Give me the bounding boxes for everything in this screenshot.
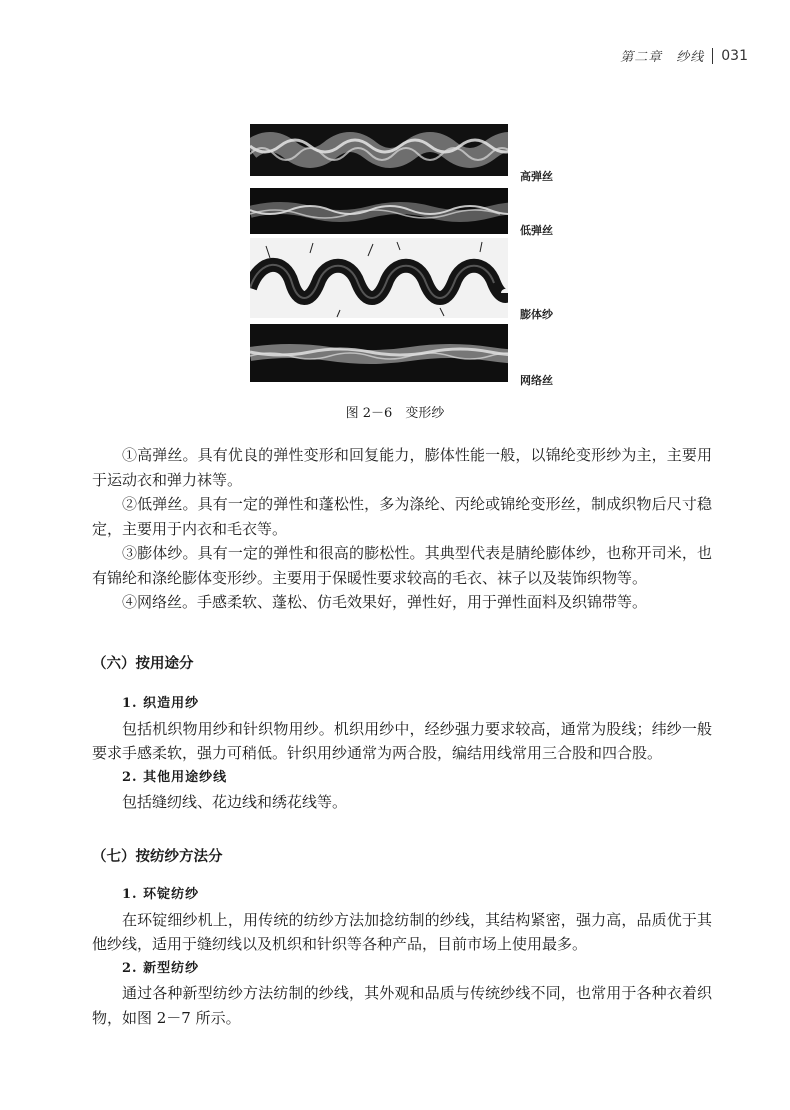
subheading-new-spinning: 2. 新型纺纱	[122, 960, 200, 976]
paragraph-other-use-yarn: 包括缝纫线、花边线和绣花线等。	[122, 793, 348, 811]
figure-textured-yarns	[250, 122, 553, 392]
section-heading-by-use: （六）按用途分	[92, 656, 194, 672]
figure-caption: 图 2－6 变形纱	[345, 406, 445, 421]
photo-bulked-yarn	[250, 238, 508, 318]
chapter-title: 第二章 纱线	[620, 50, 705, 65]
photo-network-yarn	[250, 324, 508, 382]
section-by-spinning-body	[92, 883, 712, 1030]
page-number: 031	[721, 47, 748, 64]
section-heading-by-spinning-method: （七）按纺纱方法分	[92, 849, 223, 865]
photo-low-stretch-yarn	[250, 188, 508, 234]
header-divider	[712, 48, 713, 64]
running-header	[620, 46, 748, 65]
yarn-types-list	[92, 443, 712, 615]
paragraph-network-yarn: ④网络丝。手感柔软、蓬松、仿毛效果好，弹性好，用于弹性面料及织锦带等。	[122, 593, 648, 611]
label-network-yarn: 网络丝	[520, 374, 553, 387]
section-by-use-body	[92, 692, 712, 815]
label-high-stretch-yarn: 高弹丝	[520, 170, 553, 183]
paragraph-low-stretch: ②低弹丝。具有一定的弹性和蓬松性，多为涤纶、丙纶或锦纶变形丝，制成织物后尺寸稳定，主要用于内衣和毛衣等。	[92, 495, 712, 538]
paragraph-new-spinning: 通过各种新型纺纱方法纺制的纱线，其外观和品质与传统纱线不同，也常用于各种衣着织物，如图 2－7 所示。	[92, 984, 712, 1027]
paragraph-ring-spinning: 在环锭细纱机上，用传统的纺纱方法加捻纺制的纱线，其结构紧密，强力高，品质优于其他纱线，适用于缝纫线以及机织和针织等各种产品，目前市场上使用最多。	[92, 910, 712, 953]
label-bulked-yarn: 膨体纱	[520, 308, 553, 321]
paragraph-high-stretch: ①高弹丝。具有优良的弹性变形和回复能力，膨体性能一般，以锦纶变形纱为主，主要用于运动衣和弹力袜等。	[92, 446, 712, 489]
label-low-stretch-yarn: 低弹丝	[520, 224, 553, 237]
paragraph-bulked-yarn: ③膨体纱。具有一定的弹性和很高的膨松性。其典型代表是腈纶膨体纱，也称开司米，也有锦纶和涤纶膨体变形纱。主要用于保暖性要求较高的毛衣、袜子以及装饰织物等。	[92, 544, 712, 587]
subheading-ring-spinning: 1. 环锭纺纱	[122, 887, 200, 902]
paragraph-weaving-yarn: 包括机织物用纱和针织物用纱。机织用纱中，经纱强力要求较高，通常为股线；纬纱一般要求手感柔软，强力可稍低。针织用纱通常为两合股，编结用线常用三合股和四合股。	[92, 719, 712, 762]
subheading-weaving-yarn: 1. 织造用纱	[122, 696, 200, 711]
photo-high-stretch-yarn	[250, 124, 508, 176]
subheading-other-use-yarn: 2. 其他用途纱线	[122, 769, 228, 785]
